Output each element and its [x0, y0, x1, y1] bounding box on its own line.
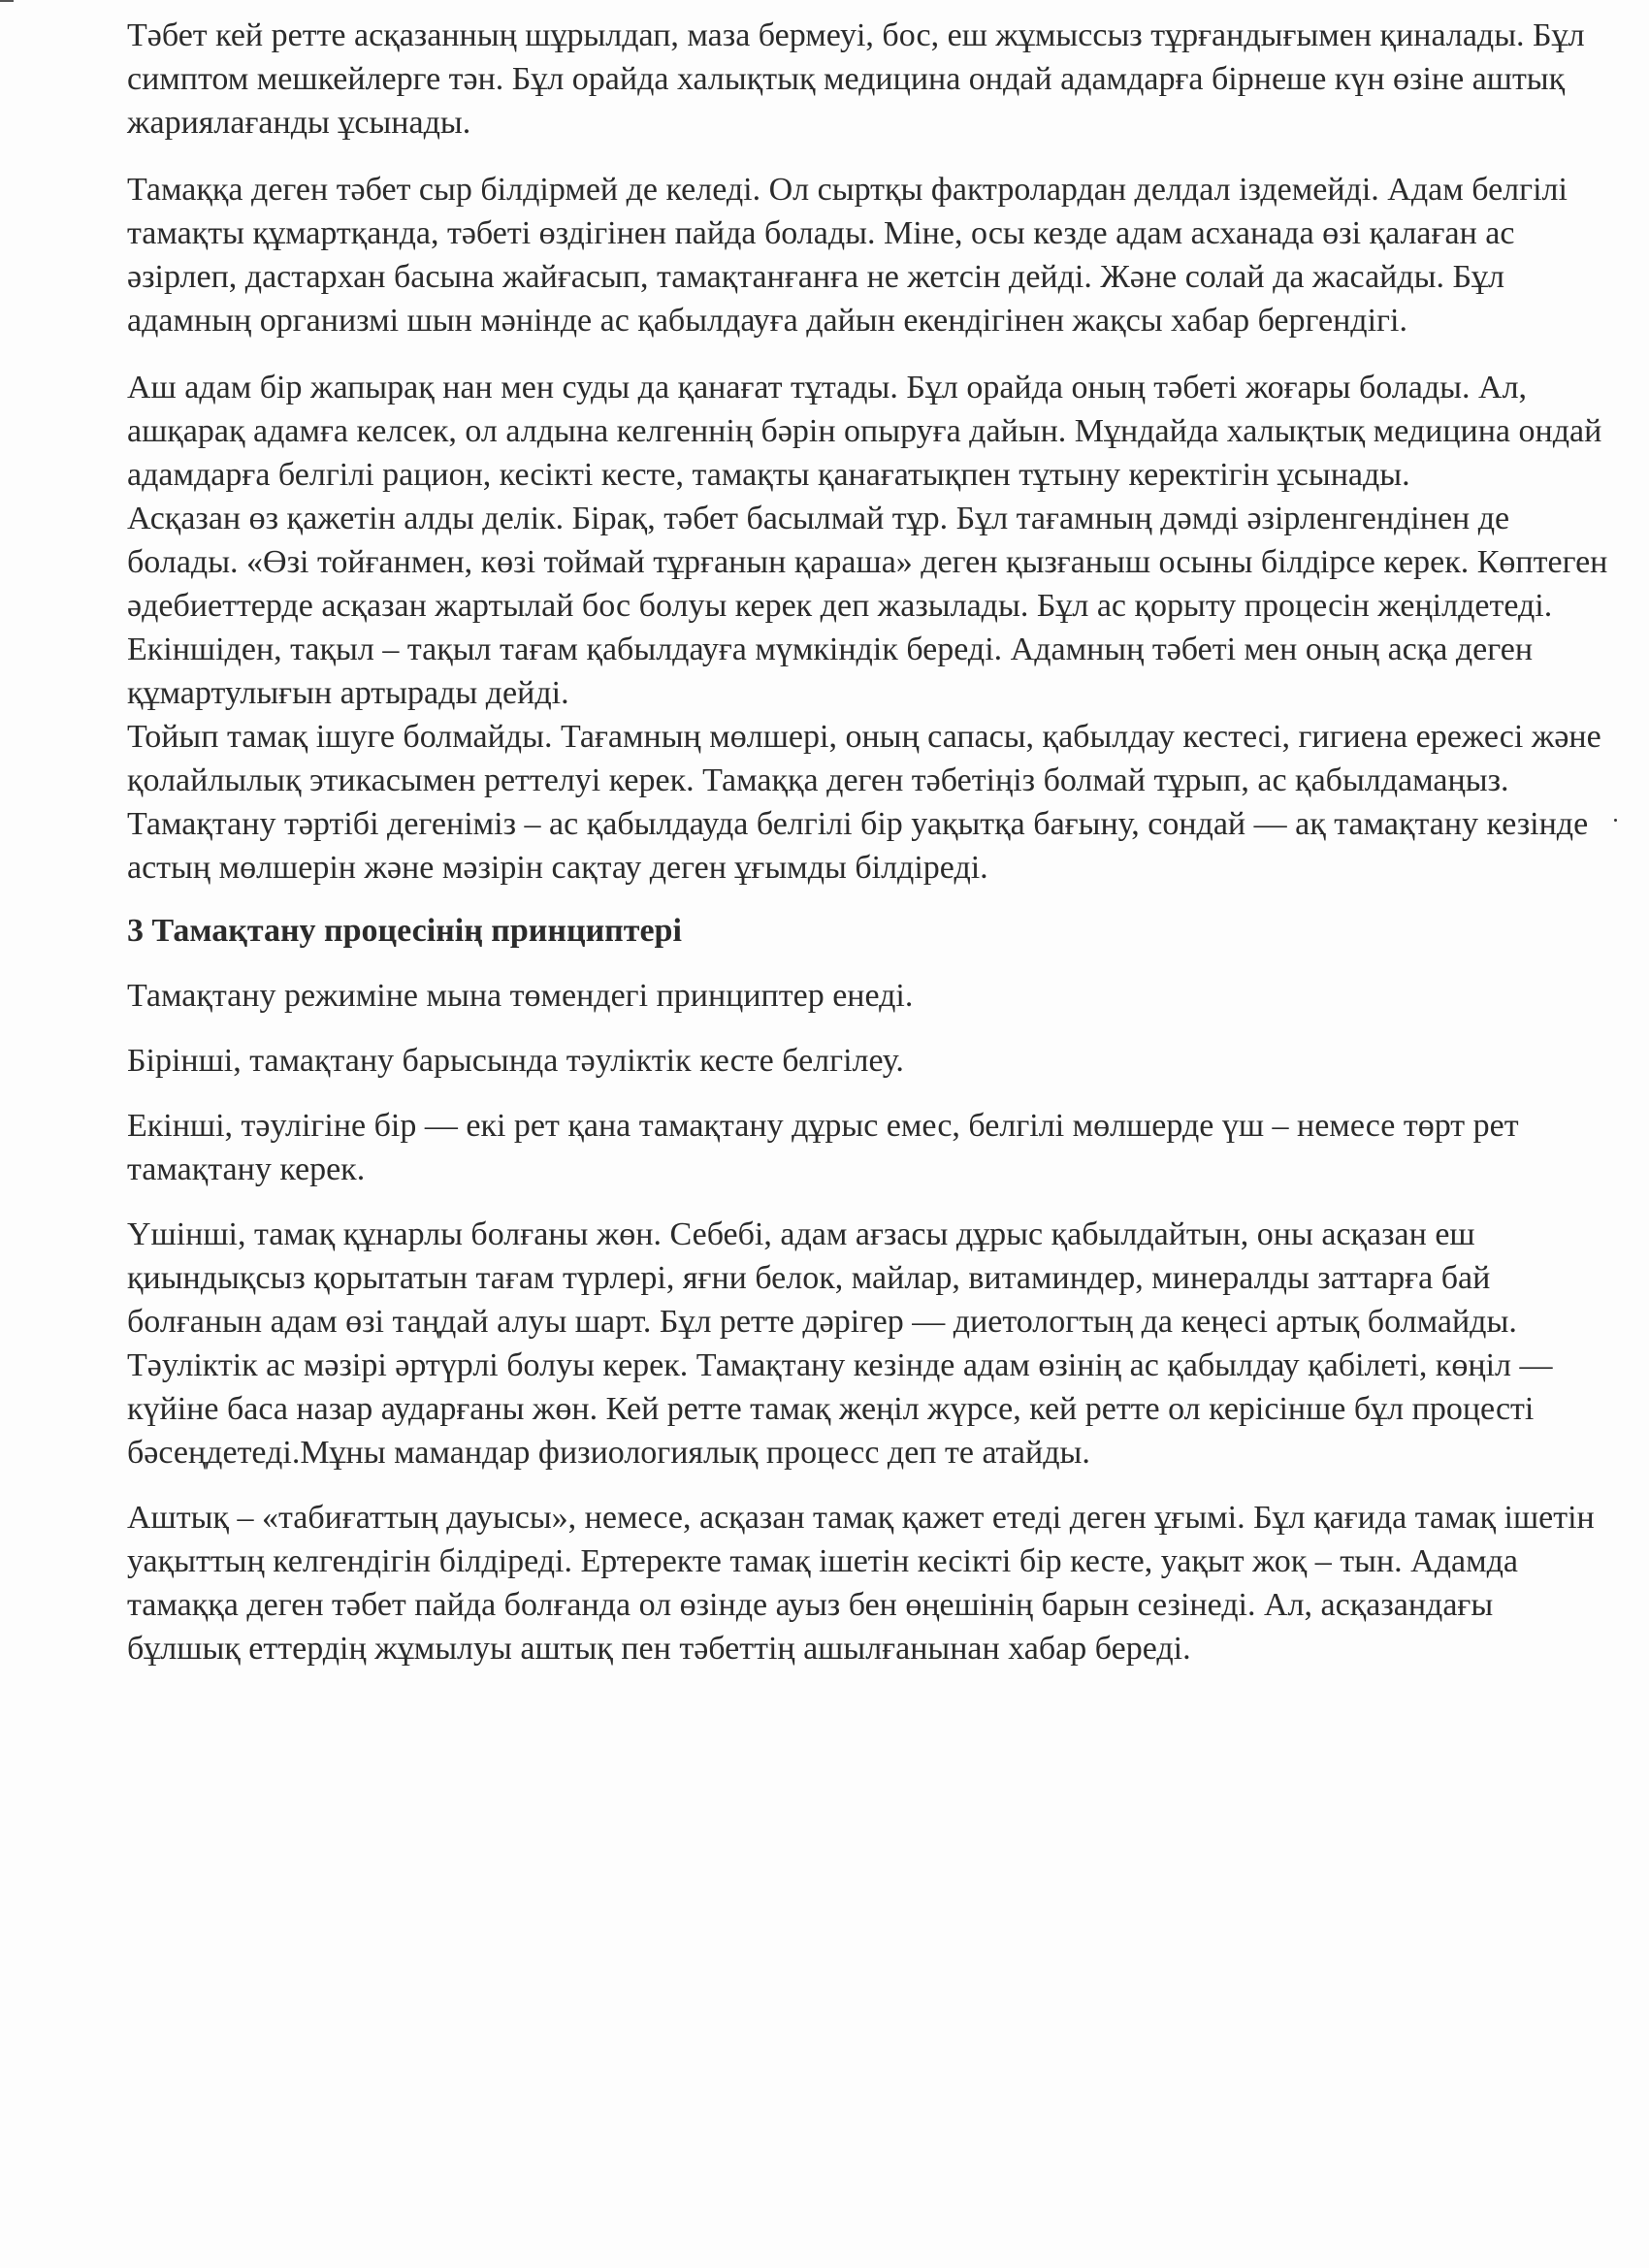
paragraph-principles-intro: Тамақтану режиміне мына төмендегі принциптер енеді.	[127, 978, 914, 1014]
paragraph-principle-second: Екінші, тәулігіне бір — екі рет қана тамақтану дұрыс емес, белгілі мөлшерде үш – немесе төрт рет тамақтану керек.	[127, 1108, 1519, 1187]
paragraph-no-overeating: Тойып тамақ ішуге болмайды. Тағамның мөлшері, оның сапасы, қабылдау кестесі, гигиена ережесі және қолайлылық этикасымен реттелуі керек. Тамаққа деген тәбетіңіз болмай тұрып, ас қабылдамаңыз. Тамақтану тәртібі дегеніміз – ас қабылдауда белгілі бір уақытқа бағыну, сондай — ақ тамақтану кезінде астың мөлшерін және мәзірін сақтау деген ұғымды білдіреді.	[127, 719, 1601, 886]
paragraph-hungry-person: Аш адам бір жапырақ нан мен суды да қанағат тұтады. Бұл орайда оның тәбеті жоғары болады. Ал, ашқарақ адамға келсек, ол алдына келгеннің бәрін опыруға дайын. Мұндайда халықтық медицина ондай адамдарға белгілі рацион, кесікті кесте, тамақты қанағатықпен тұтыну керектігін ұсынады.	[127, 370, 1602, 493]
section-heading: 3 Тамақтану процесінің принциптері	[127, 913, 682, 949]
paragraph-appetite-natural: Тамаққа деген тәбет сыр білдірмей де келеді. Ол сыртқы фактролардан делдал іздемейді. Адам белгілі тамақты құмартқанда, тәбеті өздігінен пайда болады. Міне, осы кезде адам асханада өзі қалаған ас әзірлеп, дастархан басына жайғасып, тамақтанғанға не жетсін дейді. Және солай да жасайды. Бұл адамның организмі шын мәнінде ас қабылдауға дайын екендігінен жақсы хабар бергендігі.	[127, 172, 1568, 339]
scan-edge-mark	[0, 0, 14, 2]
document-body	[127, 14, 1611, 1670]
paragraph-appetite-stomach: Тәбет кей ретте асқазанның шұрылдап, маза бермеуі, бос, еш жұмыссыз тұрғандығымен қиналады. Бұл симптом мешкейлерге тән. Бұл орайда халықтық медицина ондай адамдарға бірнеше күн өзіне аштық жариялағанды ұсынады.	[127, 17, 1585, 141]
paragraph-hunger: Аштық – «табиғаттың дауысы», немесе, асқазан тамақ қажет етеді деген ұғымі. Бұл қағида тамақ ішетін уақыттың келгендігін білдіреді. Ертеректе тамақ ішетін кесікті бір кесте, уақыт жоқ – тын. Адамда тамаққа деген тәбет пайда болғанда ол өзінде ауыз бен өңешінің барын сезінеді. Ал, асқазандағы бұлшық еттердің жұмылуы аштық пен тәбеттің ашылғанынан хабар береді.	[127, 1500, 1595, 1667]
paragraph-stomach-needs: Асқазан өз қажетін алды делік. Бірақ, тәбет басылмай тұр. Бұл тағамның дәмді әзірленгендінен де болады. «Өзі тойғанмен, көзі тоймай тұрғанын қараша» деген қызғаныш осыны білдірсе керек. Көптеген әдебиеттерде асқазан жартылай бос болуы керек деп жазылады. Бұл ас қорыту процесін жеңілдетеді. Екіншіден, тақыл – тақыл тағам қабылдауға мүмкіндік береді. Адамның тәбеті мен оның асқа деген құмартулығын артырады дейді.	[127, 501, 1608, 711]
paragraph-principle-third: Үшінші, тамақ құнарлы болғаны жөн. Себебі, адам ағзасы дұрыс қабылдайтын, оны асқазан еш қиындықсыз қорытатын тағам түрлері, яғни белок, майлар, витаминдер, минералды заттарға бай болғанын адам өзі таңдай алуы шарт. Бұл ретте дәрігер — диетологтың да кеңесі артық болмайды. Тәуліктік ас мәзірі әртүрлі болуы керек. Тамақтану кезінде адам өзінің ас қабылдау қабілеті, көңіл — күйіне баса назар аударғаны жөн. Кей ретте тамақ жеңіл жүрсе, кей ретте ол керісінше бұл процесті бәсеңдетеді.Мұны мамандар физиологиялық процесс деп те атайды.	[127, 1216, 1553, 1471]
scan-speck	[1614, 819, 1617, 822]
paragraph-principle-first: Бірінші, тамақтану барысында тәуліктік кесте белгілеу.	[127, 1043, 904, 1079]
